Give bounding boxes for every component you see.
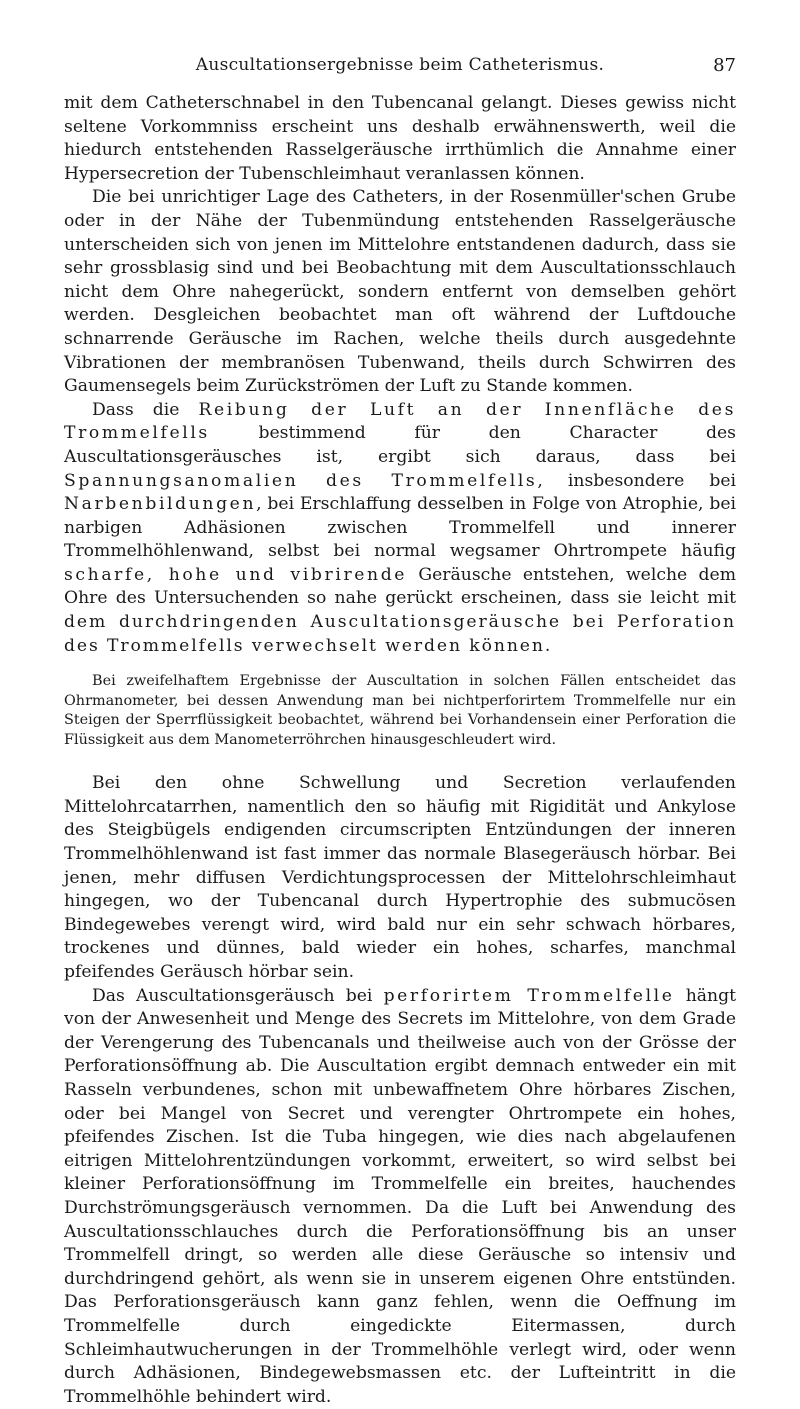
spaced-emphasis: Spannungsanomalien des Trommelfells xyxy=(64,470,538,491)
text-run: Das Auscultationsgeräusch bei xyxy=(92,985,384,1006)
text-run: bestimmend für den Character des Auscultationsgeräusches ist, ergibt sich daraus, dass bei xyxy=(64,423,736,467)
text-run: , bei Erschlaffung desselben in Folge von Atrophie, bei narbigen Adhäsionen zwischen Trommelfell und innerer Trommelhöhlenwand, selbst bei normal wegsamer Ohrtrompete häufig xyxy=(64,494,736,562)
paragraph-reibung xyxy=(64,399,736,659)
page-number: 87 xyxy=(713,55,736,76)
text-run: hängt von der Anwesenheit und Menge des Secrets im Mittelohre, von dem Grade der Verengerung des Tubencanals und theilweise auch von der Grösse der Perforationsöffnung ab. Die Auscultation ergibt demnach entweder ein mit Rasseln verbundenes, schon mit unbewaffnetem Ohre hörbares Zischen, oder bei Mangel von Secret und verengter Ohrtrompete ein hohes, pfeifendes Zischen. Ist die Tuba hingegen, wie dies nach abgelaufenen eitrigen Mittelohrentzündungen vorkommt, erweitert, so wird selbst bei kleiner Perforationsöffnung im Trommelfelle ein breites, hauchendes Durchströmungsgeräusch vernommen. Da die Luft bei Anwendung des Auscultationsschlauches durch die Perforationsöffnung bis an unser Trommelfell dringt, so werden alle diese Geräusche so intensiv und durchdringend gehört, als wenn sie in unserem eigenen Ohre entstünden. Das Perforationsgeräusch kann ganz fehlen, wenn die Oeffnung im Trommelfelle durch eingedickte Eitermassen, durch Schleimhautwucherungen in der Trommelhöhle verlegt wird, oder wenn durch Adhäsionen, Bindegewebsmassen etc. der Lufteintritt in die Trommelhöhle behindert wird. xyxy=(64,985,736,1407)
running-head xyxy=(64,55,736,85)
paragraph-mittelohrcatarrhe: Bei den ohne Schwellung und Secretion verlaufenden Mittelohrcatarrhen, namentlich den so häufig mit Rigidität und Ankylose des Steigbügels endigenden circumscripten Entzündungen der inneren Trommelhöhlenwand ist fast immer das normale Blasegeräusch hörbar. Bei jenen, mehr diffusen Verdichtungsprocessen der Mittelohrschleimhaut hingegen, wo der Tubencanal durch Hypertrophie des submucösen Bindegewebes verengt wird, wird bald nur ein sehr schwach hörbares, trockenes und dünnes, bald wieder ein hohes, scharfes, manchmal pfeifendes Geräusch hörbar sein. xyxy=(64,773,736,982)
note-ohrmanometer: Bei zweifelhaftem Ergebnisse der Auscultation in solchen Fällen entscheidet das Ohrmanometer, bei dessen Anwendung man bei nichtperforirtem Trommelfelle nur ein Steigen der Sperrflüssigkeit beobachtet, während bei Vorhandensein einer Perforation die Flüssigkeit aus dem Manometerröhrchen hinausgeschleudert wird. xyxy=(64,673,736,748)
spaced-emphasis: dem durchdringenden Auscultationsgeräusche bei Perforation des Trommelfells verwechselt werden können. xyxy=(64,612,736,656)
paragraph-perforation xyxy=(64,985,736,1409)
text-run: Dass die xyxy=(92,399,199,420)
text-run: , insbesondere bei xyxy=(537,470,736,491)
text-run: Geräusche entstehen, welche dem Ohre des Untersuchenden so nahe gerückt erscheinen, dass sie leicht mit xyxy=(64,564,736,609)
paragraph-continuation: mit dem Catheterschnabel in den Tubencanal gelangt. Dieses gewiss nicht seltene Vorkommniss erscheint uns deshalb erwähnenswerth, weil die hiedurch entstehenden Rasselgeräusche irrthümlich die Annahme einer Hypersecretion der Tubenschleimhaut veranlassen können. xyxy=(64,93,736,184)
paragraph-rasselgeraeusche: Die bei unrichtiger Lage des Catheters, in der Rosenmüller'schen Grube oder in der Nähe der Tubenmündung entstehenden Rasselgeräusche unterscheiden sich von jenen im Mittelohre entstandenen dadurch, dass sie sehr grossblasig sind und bei Beobachtung mit dem Auscultationsschlauch nicht dem Ohre nahegerückt, sondern entfernt von demselben gehört werden. Desgleichen beobachtet man oft während der Luftdouche schnarrende Geräusche im Rachen, welche theils durch ausgedehnte Vibrationen der membranösen Tubenwand, theils durch Schwirren des Gaumensegels beim Zurückströmen der Luft zu Stande kommen. xyxy=(64,187,736,397)
spaced-emphasis: scharfe, hohe und vibrirende xyxy=(64,564,408,585)
body-text xyxy=(64,92,736,1409)
spaced-emphasis: Narbenbildungen xyxy=(64,494,257,515)
spaced-emphasis: perforirtem Trommelfelle xyxy=(383,985,675,1006)
spaced-emphasis: Reibung der Luft an der Innenfläche des Trommelfells xyxy=(64,399,736,444)
running-title: Auscultationsergebnisse beim Catheterismus. xyxy=(195,55,605,75)
